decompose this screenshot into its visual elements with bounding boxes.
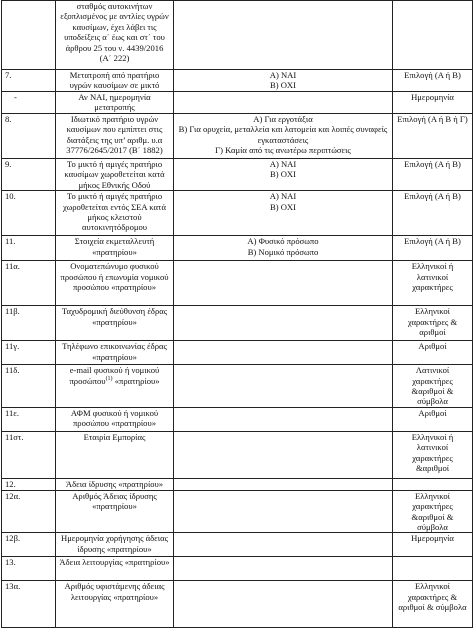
field-description: Άδεια ίδρυσης «πρατηρίου» <box>56 478 174 490</box>
field-description: Ιδιωτικό πρατήριο υγρών καυσίμων που εμπίπτει στις διατάξεις της υπ’ αριθμ. υ.α 37776/2645/2017 (Β΄ 1882) <box>56 114 174 159</box>
field-description: Αριθμός υφιστάμενης άδειας λειτουργίας «πρατηρίου» <box>56 581 174 628</box>
field-format: Ελληνικοί χαρακτήρες &αριθμοί & σύμβολα <box>393 490 473 533</box>
field-description: Στοιχεία εκμεταλλευτή «πρατηρίου» <box>56 236 174 261</box>
form-fields-table <box>1 0 473 628</box>
field-options <box>174 114 393 159</box>
option-item: Α) ΝΑΙ <box>269 159 297 169</box>
field-format: Ημερομηνία <box>393 92 473 114</box>
row-number: 11στ. <box>2 431 56 478</box>
field-format: Επιλογή (Α ή Β ή Γ) <box>393 114 473 159</box>
table-row <box>2 533 473 557</box>
table-row <box>2 365 473 408</box>
row-number: 8. <box>2 114 56 159</box>
field-format: Αριθμοί <box>393 407 473 431</box>
field-description: ΑΦΜ φυσικού ή νομικού προσώπου «πρατηρίου» <box>56 407 174 431</box>
field-options <box>174 1 393 70</box>
table-row <box>2 92 473 114</box>
row-number: 13α. <box>2 581 56 628</box>
row-number: 11γ. <box>2 341 56 365</box>
field-description: Ταχυδρομική διεύθυνση έδρας «πρατηρίου» <box>56 306 174 341</box>
field-description: Άδεια λειτουργίας «πρατηρίου» <box>56 557 174 581</box>
field-description <box>56 365 174 408</box>
option-item: Β) Νομικό πρόσωπο <box>247 246 319 257</box>
field-format: Λατινικοί χαρακτήρες &αριθμοί & σύμβολα <box>393 365 473 408</box>
field-format: Επιλογή (Α ή Β) <box>393 191 473 236</box>
option-item: Α) ΝΑΙ <box>269 70 297 80</box>
option-item: Β) ΟΧΙ <box>269 169 297 180</box>
table-row <box>2 1 473 70</box>
field-options <box>174 533 393 557</box>
field-options <box>174 431 393 478</box>
table-row <box>2 306 473 341</box>
field-description-tail: «πρατηρίου» <box>114 375 160 386</box>
field-options <box>174 557 393 581</box>
field-format: Ελληνικοί ή λατινικοί χαρακτήρες <box>393 261 473 306</box>
row-number: 11α. <box>2 261 56 306</box>
row-number: 11ε. <box>2 407 56 431</box>
field-options <box>174 478 393 490</box>
row-number <box>2 1 56 70</box>
table-row <box>2 261 473 306</box>
field-format: Ημερομηνία <box>393 533 473 557</box>
field-description: Ονοματεπώνυμο φυσικού προσώπου ή επωνυμία νομικού προσώπου «πρατηρίου» <box>56 261 174 306</box>
field-description: Το μικτό ή αμιγές πρατήριο καυσίμων χωροθετείται κατά μήκος Εθνικής Οδού <box>56 159 174 191</box>
table-row <box>2 407 473 431</box>
table-row <box>2 159 473 191</box>
table-row <box>2 191 473 236</box>
field-description: Ημερομηνία χορήγησης άδειας ίδρυσης «πρατηρίου» <box>56 533 174 557</box>
field-options <box>174 407 393 431</box>
row-number: 7. <box>2 70 56 92</box>
field-format <box>393 557 473 581</box>
row-number: 13. <box>2 557 56 581</box>
field-options <box>174 92 393 114</box>
option-item: Α) Φυσικό πρόσωπο <box>247 236 319 247</box>
field-format: Επιλογή (Α ή Β) <box>393 70 473 92</box>
field-options <box>174 490 393 533</box>
table-row <box>2 70 473 92</box>
row-number: 12. <box>2 478 56 490</box>
table-row <box>2 490 473 533</box>
field-description-text: e-mail φυσικού ή νομικού προσώπου <box>69 365 160 386</box>
table-row <box>2 236 473 261</box>
row-number: 11β. <box>2 306 56 341</box>
row-number: 9. <box>2 159 56 191</box>
option-item: Β) ΟΧΙ <box>269 201 297 212</box>
row-number: 12α. <box>2 490 56 533</box>
field-options <box>174 191 393 236</box>
field-format: Επιλογή (Α ή Β) <box>393 159 473 191</box>
field-format: Ελληνικοί χαρακτήρες & αριθμοί & σύμβολα <box>393 581 473 628</box>
field-format: Ελληνικοί ή λατινικοί χαρακτήρες &αριθμοί <box>393 431 473 478</box>
field-options <box>174 581 393 628</box>
field-options <box>174 159 393 191</box>
row-number: 10. <box>2 191 56 236</box>
option-item: Α) Για εργοτάξια <box>253 114 313 124</box>
row-number: 11δ. <box>2 365 56 408</box>
table-row <box>2 431 473 478</box>
field-options <box>174 365 393 408</box>
footnote-marker: (1) <box>105 375 113 382</box>
field-description: Αριθμός Άδειας ίδρυσης «πρατηρίου» <box>56 490 174 533</box>
field-options <box>174 236 393 261</box>
field-options <box>174 306 393 341</box>
table-row <box>2 478 473 490</box>
field-description: Εταιρία Εμπορίας <box>56 431 174 478</box>
option-item: Α) ΝΑΙ <box>269 191 297 202</box>
field-description: Το μικτό ή αμιγές πρατήριο χωροθετείται εντός ΣΕΑ κατά μήκος κλειστού αυτοκινητόδρομου <box>56 191 174 236</box>
row-number: 11. <box>2 236 56 261</box>
table-row <box>2 581 473 628</box>
row-number: - <box>2 92 56 114</box>
field-description: Αν ΝΑΙ, ημερομηνία μετατροπής <box>56 92 174 114</box>
field-options <box>174 341 393 365</box>
option-item: Β) ΟΧΙ <box>269 80 297 91</box>
table-row <box>2 114 473 159</box>
field-description: Τηλέφωνο επικοινωνίας έδρας «πρατηρίου» <box>56 341 174 365</box>
field-options <box>174 261 393 306</box>
option-item: Γ) Καμία από τις ανωτέρω περιπτώσεις <box>215 145 351 156</box>
table-row <box>2 557 473 581</box>
field-format: Ελληνικοί χαρακτήρες & αριθμοί <box>393 306 473 341</box>
row-number: 12β. <box>2 533 56 557</box>
field-format: Αριθμοί <box>393 341 473 365</box>
option-item: Β) Για ορυχεία, μεταλλεία και λατομεία και λοιπές συναφείς εγκαταστάσεις <box>178 124 388 145</box>
field-format: Επιλογή (Α ή Β) <box>393 236 473 261</box>
field-format <box>393 1 473 70</box>
field-description: σταθμός αυτοκινήτων εξοπλισμένος με αντλίες υγρών καυσίμων, έχει λάβει τις υποδείξεις α΄ έως και στ΄ του άρθρου 25 του ν. 4439/2016 (Α΄ 222) <box>56 1 174 70</box>
field-description: Μετατροπή από πρατήριο υγρών καυσίμων σε μικτό <box>56 70 174 92</box>
table-row <box>2 341 473 365</box>
field-format <box>393 478 473 490</box>
field-options <box>174 70 393 92</box>
